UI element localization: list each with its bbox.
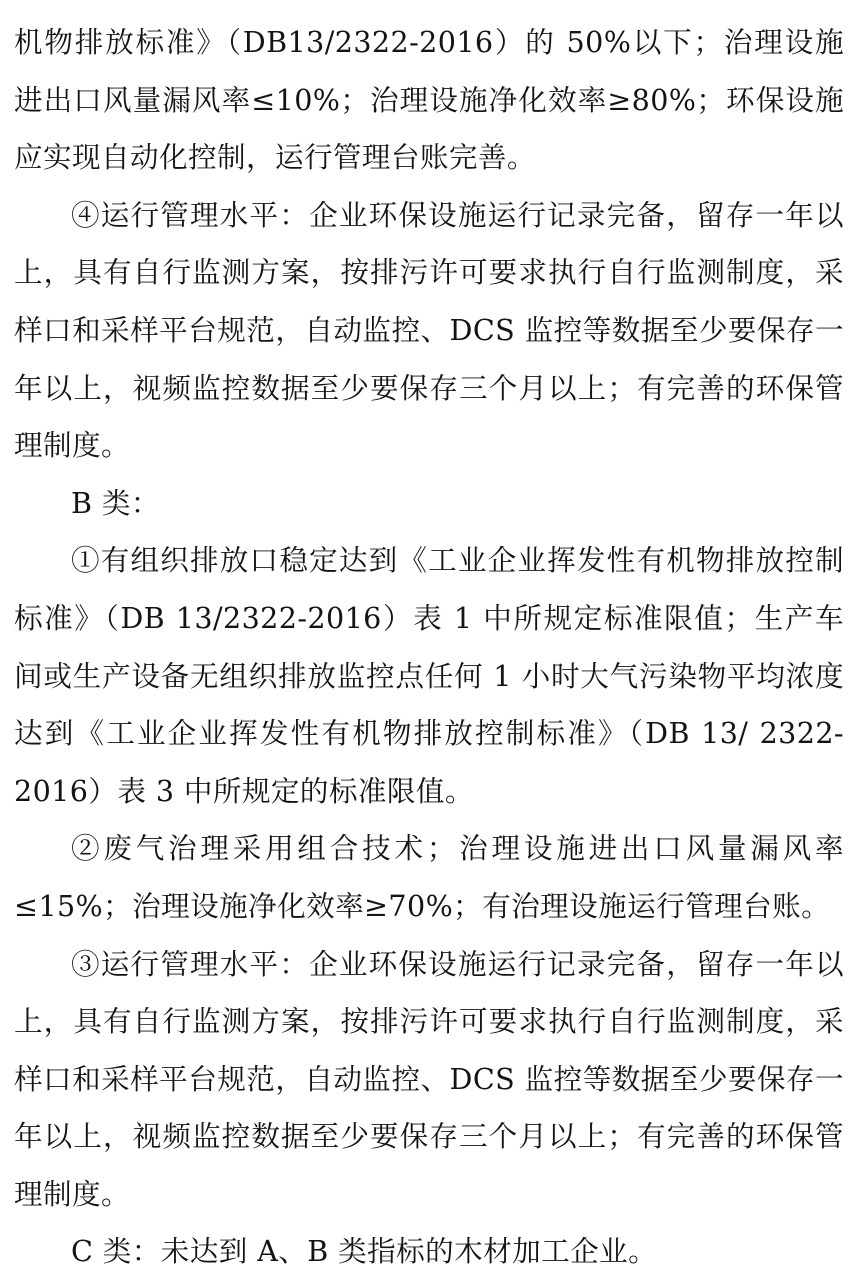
paragraph-a-standard-continuation: 机物排放标准》（DB13/2322-2016）的 50%以下；治理设施进出口风量漏风率≤10%；治理设施净化效率≥80%；环保设施应实现自动化控制，运行管理台账完善。	[14, 25, 844, 175]
section-heading-c: C 类：未达到 A、B 类指标的木材加工企业。	[71, 1234, 658, 1269]
paragraph-b-operation-management: ③运行管理水平：企业环保设施运行记录完备，留存一年以上，具有自行监测方案，按排污许可要求执行自行监测制度，采样口和采样平台规范，自动监控、DCS 监控等数据至少要保存一年以上，视频监控数据至少要保存三个月以上；有完善的环保管理制度。	[14, 946, 844, 1211]
document-page	[14, 14, 844, 1281]
section-heading-b: B 类：	[71, 485, 160, 520]
paragraph-b-treatment-technology: ②废气治理采用组合技术；治理设施进出口风量漏风率≤15%；治理设施净化效率≥70%；有治理设施运行管理台账。	[14, 831, 844, 923]
paragraph-b-emission-standard: ①有组织排放口稳定达到《工业企业挥发性有机物排放控制标准》（DB 13/2322-2016）表 1 中所规定标准限值；生产车间或生产设备无组织排放监控点任何 1 小时大气污染物平均浓度达到《工业企业挥发性有机物排放控制标准》（DB 13/ 2322-2016）表 3 中所规定的标准限值。	[14, 543, 844, 808]
paragraph-a-operation-management: ④运行管理水平：企业环保设施运行记录完备，留存一年以上，具有自行监测方案，按排污许可要求执行自行监测制度，采样口和采样平台规范，自动监控、DCS 监控等数据至少要保存一年以上，视频监控数据至少要保存三个月以上；有完善的环保管理制度。	[14, 197, 844, 463]
